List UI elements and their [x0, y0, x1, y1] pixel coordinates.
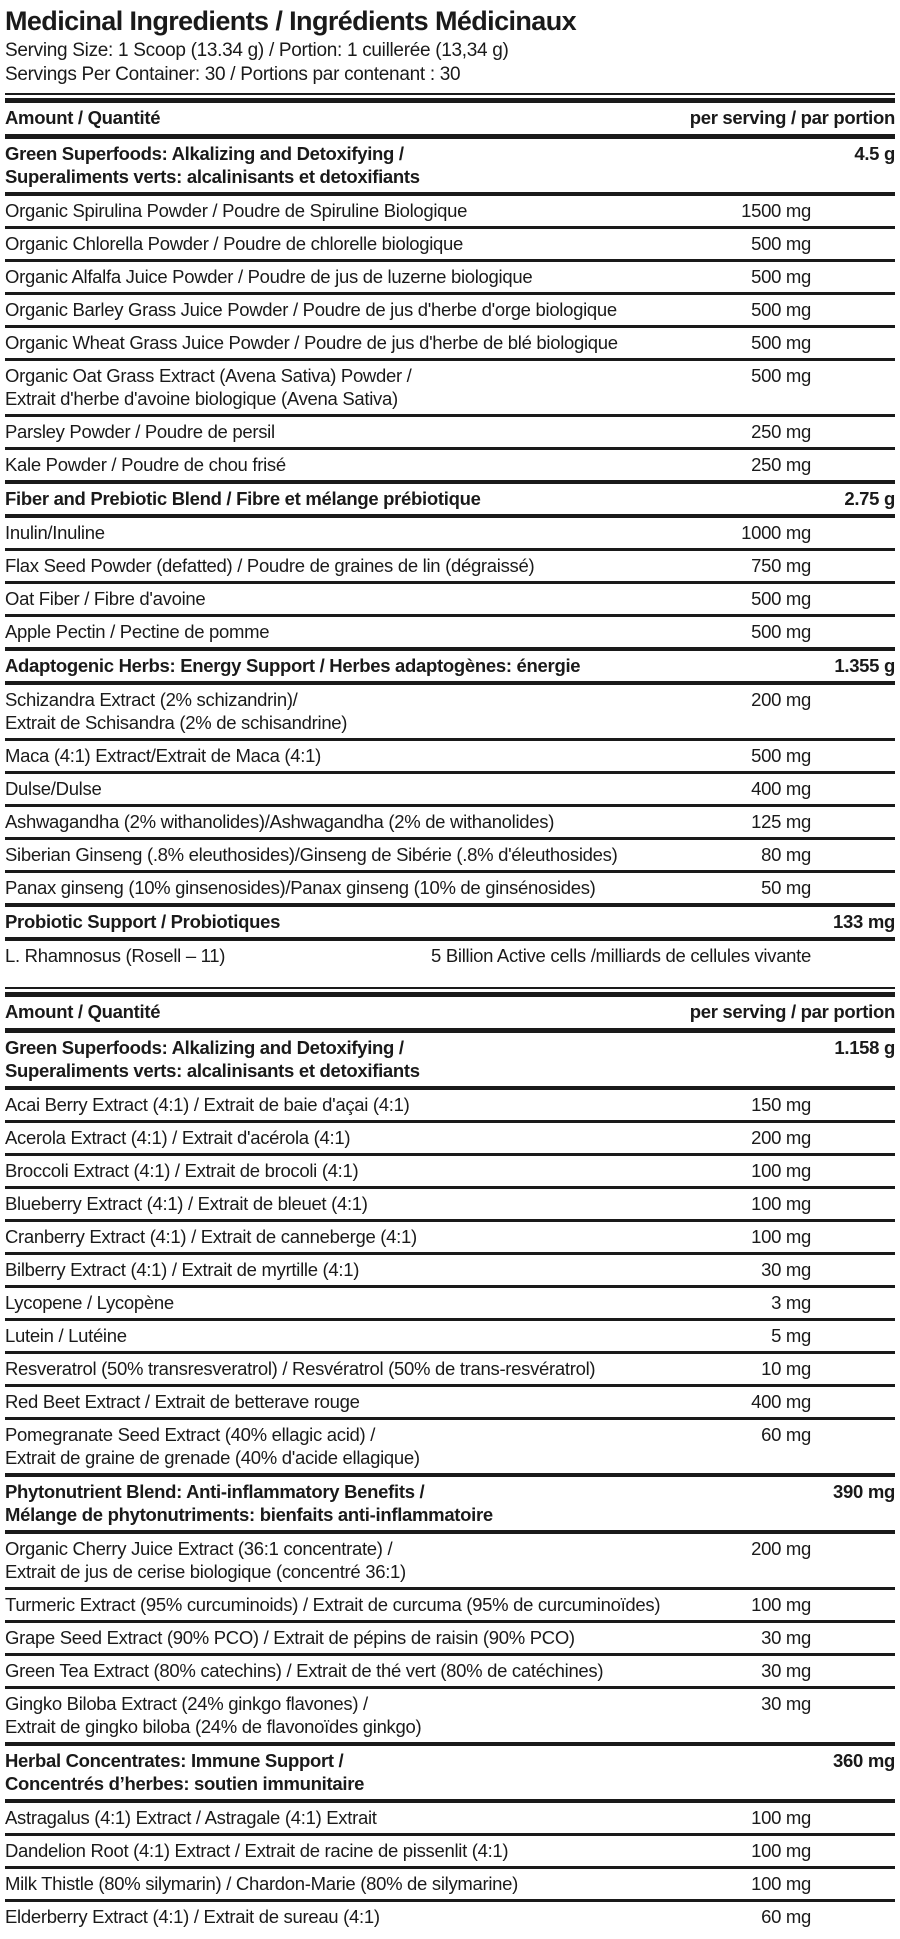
amount-value: 60 mg [761, 1906, 811, 1927]
ingredient-name-line2: Extrait de jus de cerise biologique (concentré 36:1) [5, 1561, 406, 1582]
section-title: Probiotic Support / Probiotiques [5, 911, 281, 932]
ingredient-name: Lycopene / Lycopène [5, 1292, 174, 1313]
ingredient-name: Flax Seed Powder (defatted) / Poudre de graines de lin (dégraissé) [5, 555, 535, 576]
ingredient-row [5, 1252, 895, 1285]
amount-value: 200 mg [751, 689, 811, 710]
ingredient-name: Panax ginseng (10% ginsenosides)/Panax ginseng (10% de ginsénosides) [5, 877, 596, 898]
ingredient-tables [5, 93, 895, 1932]
amount-value: 100 mg [751, 1160, 811, 1181]
amount-value: 500 mg [751, 745, 811, 766]
amount-value: 500 mg [751, 588, 811, 609]
ingredient-row [5, 447, 895, 480]
section-row [5, 1473, 895, 1530]
amount-value: 1500 mg [741, 200, 811, 221]
ingredient-row [5, 1620, 895, 1653]
per-serving-column-header: per serving / par portion [689, 1001, 895, 1022]
ingredient-row [5, 1833, 895, 1866]
amount-value: 400 mg [751, 1391, 811, 1412]
ingredient-name: Organic Alfalfa Juice Powder / Poudre de jus de luzerne biologique [5, 266, 533, 287]
amount-value: 4.5 g [854, 143, 895, 164]
ingredient-row [5, 1384, 895, 1417]
ingredient-name: Grape Seed Extract (90% PCO) / Extrait de pépins de raisin (90% PCO) [5, 1627, 575, 1648]
ingredient-name: Oat Fiber / Fibre d'avoine [5, 588, 206, 609]
ingredient-name: Broccoli Extract (4:1) / Extrait de brocoli (4:1) [5, 1160, 359, 1181]
amount-value: 100 mg [751, 1193, 811, 1214]
section-row [5, 1033, 895, 1086]
ingredient-name: Maca (4:1) Extract/Extrait de Maca (4:1) [5, 745, 321, 766]
section-row [5, 1742, 895, 1799]
ingredient-name: Apple Pectin / Pectine de pomme [5, 621, 270, 642]
amount-value: 500 mg [751, 365, 811, 386]
ingredient-row [5, 1153, 895, 1186]
amount-value: 200 mg [751, 1538, 811, 1559]
amount-value: 500 mg [751, 266, 811, 287]
ingredient-row [5, 1587, 895, 1620]
ingredient-name: Blueberry Extract (4:1) / Extrait de bleuet (4:1) [5, 1193, 368, 1214]
ingredient-row [5, 804, 895, 837]
ingredient-row [5, 358, 895, 414]
amount-value: 390 mg [833, 1481, 895, 1502]
ingredient-name: Gingko Biloba Extract (24% ginkgo flavones) / [5, 1693, 368, 1714]
panel-title: Medicinal Ingredients / Ingrédients Médicinaux [5, 6, 577, 36]
ingredient-name-line2: Extrait d'herbe d'avoine biologique (Avena Sativa) [5, 388, 398, 409]
ingredient-name-line2: Extrait de gingko biloba (24% de flavonoïdes ginkgo) [5, 1716, 422, 1737]
amount-value: 60 mg [761, 1424, 811, 1445]
ingredient-name: Green Tea Extract (80% catechins) / Extrait de thé vert (80% de catéchines) [5, 1660, 604, 1681]
servings-per-container: Servings Per Container: 30 / Portions par contenant : 30 [5, 63, 461, 85]
amount-value: 500 mg [751, 299, 811, 320]
ingredient-name: Resveratrol (50% transresveratrol) / Resvératrol (50% de trans-resvératrol) [5, 1358, 596, 1379]
amount-column-header: Amount / Quantité [5, 1001, 161, 1022]
ingredient-row [5, 1318, 895, 1351]
amount-value: 5 Billion Active cells /milliards de cellules vivante [431, 945, 811, 966]
amount-value: 200 mg [751, 1127, 811, 1148]
ingredient-row [5, 581, 895, 614]
ingredient-name: Elderberry Extract (4:1) / Extrait de sureau (4:1) [5, 1906, 380, 1927]
ingredient-row [5, 414, 895, 447]
ingredient-name: Dandelion Root (4:1) Extract / Extrait de racine de pissenlit (4:1) [5, 1840, 509, 1861]
column-header-row [5, 997, 895, 1028]
amount-value: 1.355 g [834, 655, 895, 676]
section-title: Green Superfoods: Alkalizing and Detoxifying / [5, 143, 404, 164]
serving-info [5, 39, 895, 86]
section-title: Fiber and Prebiotic Blend / Fibre et mélange prébiotique [5, 488, 481, 509]
amount-value: 125 mg [751, 811, 811, 832]
ingredient-row [5, 837, 895, 870]
amount-value: 100 mg [751, 1840, 811, 1861]
amount-value: 360 mg [833, 1750, 895, 1771]
section-title-line2: Concentrés d’herbes: soutien immunitaire [5, 1773, 365, 1794]
ingredient-row [5, 1417, 895, 1473]
amount-value: 2.75 g [844, 488, 895, 509]
ingredient-row [5, 259, 895, 292]
section-title: Phytonutrient Blend: Anti-inflammatory Benefits / [5, 1481, 425, 1502]
section-title: Adaptogenic Herbs: Energy Support / Herbes adaptogènes: énergie [5, 655, 581, 676]
amount-value: 250 mg [751, 421, 811, 442]
ingredient-name: Organic Oat Grass Extract (Avena Sativa) Powder / [5, 365, 412, 386]
ingredient-row [5, 514, 895, 548]
ingredient-name: Ashwagandha (2% withanolides)/Ashwagandha (2% de withanolides) [5, 811, 555, 832]
ingredient-name-line2: Extrait de Schisandra (2% de schisandrine) [5, 712, 348, 733]
amount-value: 100 mg [751, 1873, 811, 1894]
ingredient-name: Cranberry Extract (4:1) / Extrait de canneberge (4:1) [5, 1226, 417, 1247]
section-title-line2: Superaliments verts: alcalinisants et detoxifiants [5, 1060, 420, 1081]
ingredient-row [5, 771, 895, 804]
ingredients-table [5, 93, 895, 971]
ingredient-row [5, 1120, 895, 1153]
ingredient-name: Organic Chlorella Powder / Poudre de chlorelle biologique [5, 233, 464, 254]
amount-value: 100 mg [751, 1594, 811, 1615]
ingredient-row [5, 1866, 895, 1899]
amount-value: 30 mg [761, 1693, 811, 1714]
amount-value: 500 mg [751, 332, 811, 353]
ingredient-row [5, 1686, 895, 1742]
ingredient-row [5, 1351, 895, 1384]
section-title: Green Superfoods: Alkalizing and Detoxifying / [5, 1037, 404, 1058]
ingredient-row [5, 681, 895, 738]
section-row [5, 647, 895, 681]
ingredient-row [5, 226, 895, 259]
amount-value: 30 mg [761, 1627, 811, 1648]
section-row [5, 139, 895, 192]
ingredient-name-line2: Extrait de graine de grenade (40% d'acide ellagique) [5, 1447, 420, 1468]
amount-value: 1000 mg [741, 522, 811, 543]
ingredient-row [5, 1653, 895, 1686]
ingredient-row [5, 1530, 895, 1587]
per-serving-column-header: per serving / par portion [689, 107, 895, 128]
ingredient-name: Parsley Powder / Poudre de persil [5, 421, 275, 442]
ingredient-row [5, 192, 895, 226]
ingredient-name: Turmeric Extract (95% curcuminoids) / Extrait de curcuma (95% de curcuminoïdes) [5, 1594, 661, 1615]
ingredient-row [5, 1086, 895, 1120]
ingredient-name: Kale Powder / Poudre de chou frisé [5, 454, 286, 475]
amount-value: 250 mg [751, 454, 811, 475]
ingredients-table [5, 987, 895, 1932]
amount-value: 100 mg [751, 1807, 811, 1828]
ingredient-name: Organic Wheat Grass Juice Powder / Poudre de jus d'herbe de blé biologique [5, 332, 618, 353]
amount-value: 5 mg [771, 1325, 811, 1346]
ingredient-name: Lutein / Lutéine [5, 1325, 127, 1346]
ingredient-row [5, 1899, 895, 1932]
ingredient-name: Organic Spirulina Powder / Poudre de Spiruline Biologique [5, 200, 468, 221]
ingredient-name: Siberian Ginseng (.8% eleuthosides)/Ginseng de Sibérie (.8% d'éleuthosides) [5, 844, 618, 865]
amount-column-header: Amount / Quantité [5, 107, 161, 128]
ingredient-row [5, 292, 895, 325]
amount-value: 400 mg [751, 778, 811, 799]
ingredient-row [5, 1799, 895, 1833]
ingredient-name: Red Beet Extract / Extrait de betterave rouge [5, 1391, 360, 1412]
amount-value: 750 mg [751, 555, 811, 576]
ingredient-name: Dulse/Dulse [5, 778, 102, 799]
ingredient-name: Pomegranate Seed Extract (40% ellagic acid) / [5, 1424, 376, 1445]
section-row [5, 480, 895, 514]
amount-value: 133 mg [833, 911, 895, 932]
amount-value: 3 mg [771, 1292, 811, 1313]
amount-value: 50 mg [761, 877, 811, 898]
ingredient-row [5, 1219, 895, 1252]
ingredient-name: Schizandra Extract (2% schizandrin)/ [5, 689, 298, 710]
ingredient-row [5, 1186, 895, 1219]
ingredient-name: Bilberry Extract (4:1) / Extrait de myrtille (4:1) [5, 1259, 360, 1280]
column-header-row [5, 103, 895, 134]
serving-size: Serving Size: 1 Scoop (13.34 g) / Portion: 1 cuillerée (13,34 g) [5, 40, 509, 61]
ingredient-name: Astragalus (4:1) Extract / Astragale (4:1) Extrait [5, 1807, 377, 1828]
section-row [5, 903, 895, 937]
amount-value: 500 mg [751, 233, 811, 254]
section-title-line2: Mélange de phytonutriments: bienfaits anti-inflammatoire [5, 1504, 493, 1525]
ingredient-name: Organic Cherry Juice Extract (36:1 concentrate) / [5, 1538, 393, 1559]
amount-value: 150 mg [751, 1094, 811, 1115]
ingredient-row [5, 1285, 895, 1318]
ingredient-row [5, 738, 895, 771]
ingredient-name: Inulin/Inuline [5, 522, 105, 543]
ingredient-row [5, 548, 895, 581]
amount-value: 1.158 g [834, 1037, 895, 1058]
ingredient-row [5, 937, 895, 971]
amount-value: 500 mg [751, 621, 811, 642]
ingredient-row [5, 870, 895, 903]
amount-value: 30 mg [761, 1660, 811, 1681]
ingredient-name: Acerola Extract (4:1) / Extrait d'acérola (4:1) [5, 1127, 351, 1148]
amount-value: 10 mg [761, 1358, 811, 1379]
ingredient-name: Acai Berry Extract (4:1) / Extrait de baie d'açai (4:1) [5, 1094, 410, 1115]
amount-value: 80 mg [761, 844, 811, 865]
ingredient-name: Organic Barley Grass Juice Powder / Poudre de jus d'herbe d'orge biologique [5, 299, 617, 320]
section-title-line2: Superaliments verts: alcalinisants et detoxifiants [5, 166, 420, 187]
section-title: Herbal Concentrates: Immune Support / [5, 1750, 344, 1771]
ingredient-name: L. Rhamnosus (Rosell – 11) [5, 945, 226, 966]
amount-value: 30 mg [761, 1259, 811, 1280]
amount-value: 100 mg [751, 1226, 811, 1247]
ingredient-row [5, 325, 895, 358]
ingredient-row [5, 614, 895, 647]
ingredient-name: Milk Thistle (80% silymarin) / Chardon-Marie (80% de silymarine) [5, 1873, 519, 1894]
